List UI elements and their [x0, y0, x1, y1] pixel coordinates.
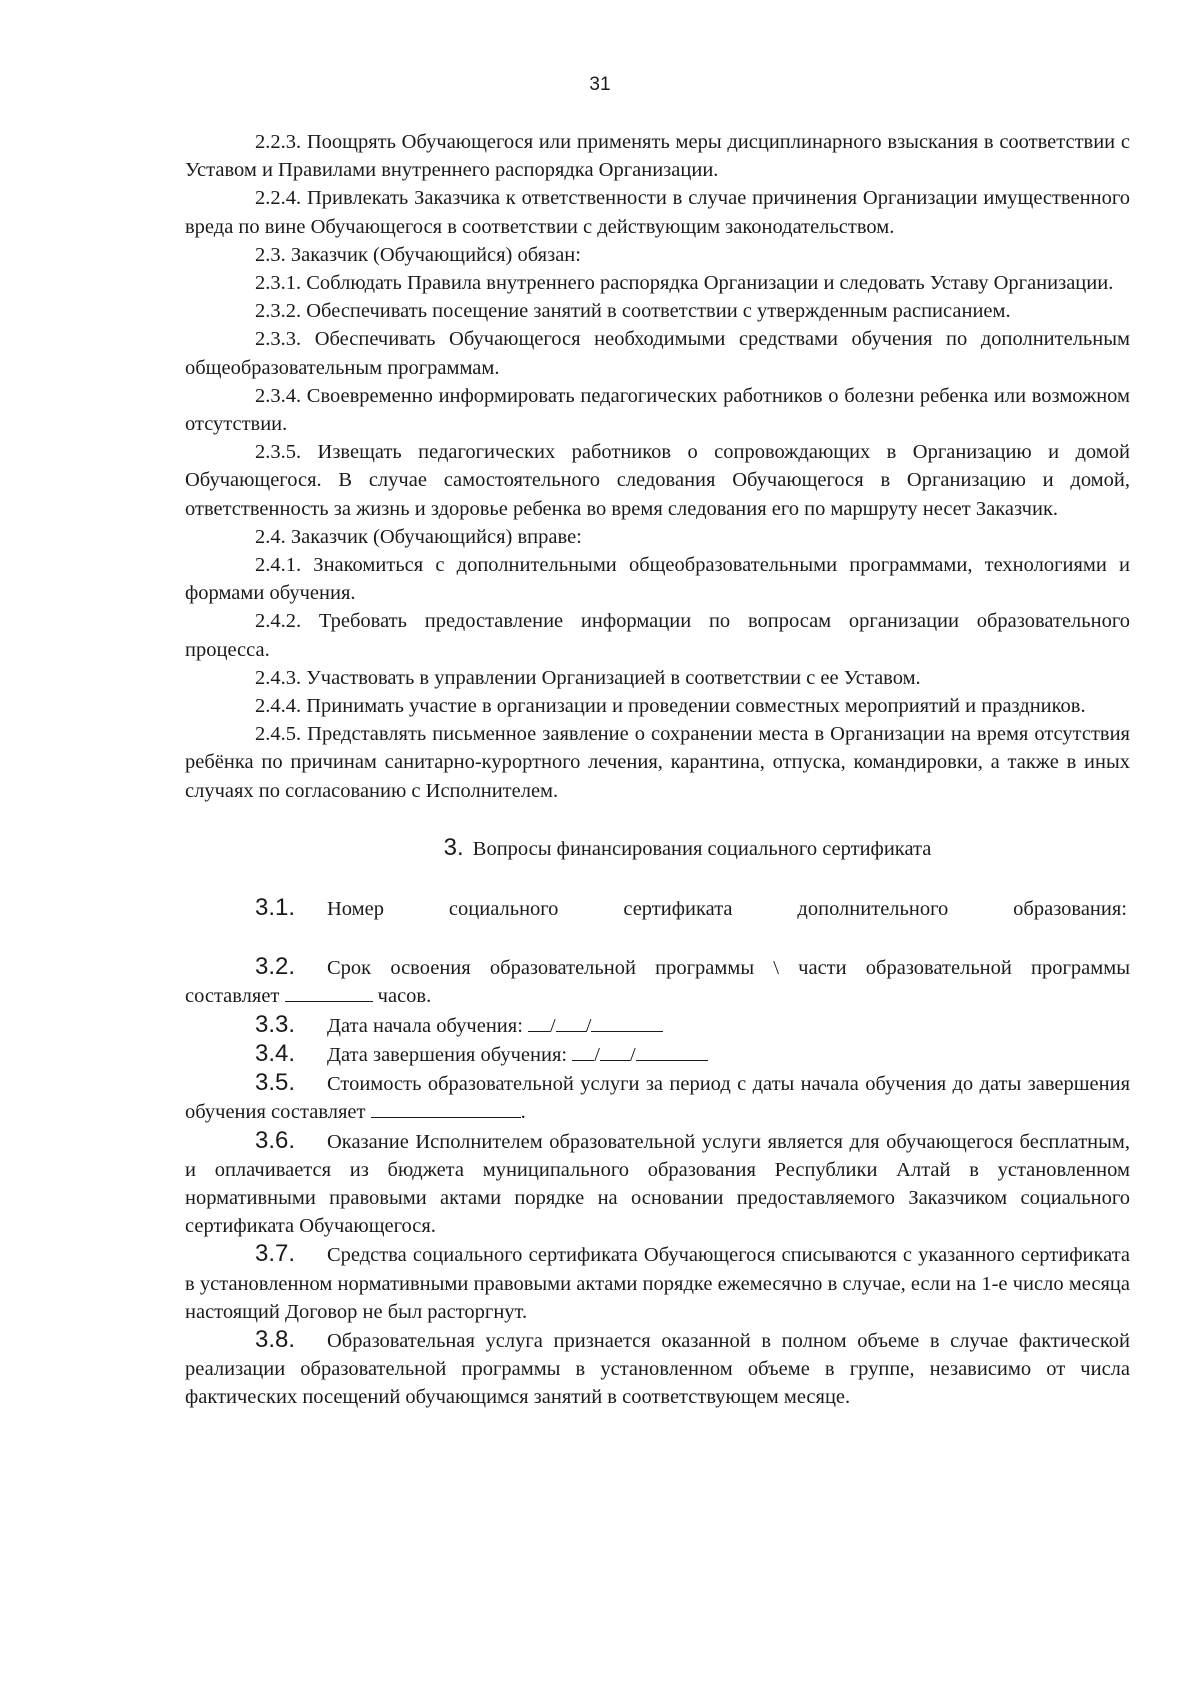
item-3-5-text: Стоимость образовательной услуги за период с даты начала обучения до даты завершения обучения составляет [185, 1073, 1130, 1124]
hours-blank[interactable] [285, 983, 373, 1002]
paragraph-2-4-5: 2.4.5. Представлять письменное заявление о сохранении места в Организации на время отсутствия ребёнка по причинам санитарно-курортного лечения, карантина, отпуска, командировки, а также в иных случаях по согласованию с Исполнителем. [185, 723, 1130, 802]
paragraph-2-3-4: 2.3.4. Своевременно информировать педагогических работников о болезни ребенка или возможном отсутствии. [185, 384, 1130, 436]
item-3-1-number: 3.1. [255, 894, 296, 922]
paragraph-2-4-4: 2.4.4. Принимать участие в организации и проведении совместных мероприятий и праздников. [255, 695, 1086, 718]
paragraph-2-4-2: 2.4.2. Требовать предоставление информации по вопросам организации образовательного процесса. [185, 610, 1130, 661]
start-day-blank[interactable] [528, 1013, 550, 1032]
item-3-2 [185, 953, 1130, 1010]
item-3-2-number: 3.2. [255, 953, 296, 981]
cost-blank[interactable] [371, 1099, 521, 1118]
end-day-blank[interactable] [572, 1042, 594, 1061]
item-3-7 [185, 1240, 1130, 1326]
item-3-6-number: 3.6. [255, 1126, 296, 1154]
document-body [185, 128, 1130, 1412]
item-3-5-number: 3.5. [255, 1069, 296, 1097]
item-3-8-number: 3.8. [255, 1325, 296, 1353]
end-month-blank[interactable] [600, 1042, 630, 1061]
paragraph-2-2-3: 2.2.3. Поощрять Обучающегося или применять меры дисциплинарного взыскания в соответствии с Уставом и Правилами внутреннего распорядка Организации. [185, 131, 1130, 182]
paragraph-2-3-3: 2.3.3. Обеспечивать Обучающегося необходимыми средствами обучения по дополнительным общеобразовательным программам. [185, 328, 1130, 379]
section-3-title: Вопросы финансирования социального сертификата [472, 837, 932, 860]
paragraph-2-2-4: 2.2.4. Привлекать Заказчика к ответственности в случае причинения Организации имущественного вреда по вине Обучающегося в соответствии с действующим законодательством. [185, 187, 1130, 238]
paragraph-2-4-3: 2.4.3. Участвовать в управлении Организацией в соответствии с ее Уставом. [255, 666, 921, 689]
paragraph-2-3: 2.3. Заказчик (Обучающийся) обязан: [255, 243, 581, 266]
item-3-3-number: 3.3. [255, 1010, 296, 1038]
item-3-6-text: Оказание Исполнителем образовательной услуги является для обучающегося бесплатным, и оплачивается из бюджета муниципального образования Республики Алтай в установленном нормативными правовыми актами порядке на основании предоставляемого Заказчиком социального сертификата Обучающегося. [185, 1130, 1130, 1238]
item-3-8 [185, 1326, 1130, 1412]
paragraph-2-3-1: 2.3.1. Соблюдать Правила внутреннего распорядка Организации и следовать Уставу Организации. [255, 272, 1114, 295]
end-year-blank[interactable] [636, 1042, 708, 1061]
section-3-number: 3. [443, 833, 464, 861]
item-3-7-text: Средства социального сертификата Обучающегося списываются с указанного сертификата в установленном нормативными правовыми актами порядке ежемесячно в случае, если на 1-е число месяца настоящий Договор не был расторгнут. [185, 1244, 1130, 1323]
item-3-8-text: Образовательная услуга признается оказанной в полном объеме в случае фактической реализации образовательной программы в установленном объеме в группе, независимо от числа фактических посещений обучающимся занятий в соответствующем месяце. [185, 1329, 1130, 1409]
item-3-4-number: 3.4. [255, 1039, 296, 1067]
item-3-2-text: Срок освоения образовательной программы \ части образовательной программы составляет [185, 957, 1130, 1008]
item-3-1-text: Номер социального сертификата дополнительного образования: [327, 898, 1127, 921]
item-3-1 [185, 894, 1130, 923]
paragraph-2-3-2: 2.3.2. Обеспечивать посещение занятий в соответствии с утвержденным расписанием. [255, 300, 1011, 323]
spacer [185, 923, 1130, 953]
paragraph-2-3-5: 2.3.5. Извещать педагогических работников о сопровождающих в Организацию и домой Обучающегося. В случае самостоятельного следования Обучающегося в Организацию и домой, ответственность за жизнь и здоровье ребенка во время следования его по маршруту несет Заказчик. [185, 441, 1130, 520]
paragraph-2-4-1: 2.4.1. Знакомиться с дополнительными общеобразовательными программами, технологиями и формами обучения. [185, 554, 1130, 605]
item-3-6 [185, 1127, 1130, 1241]
item-3-5: 3.5. Стоимость образовательной услуги за период с даты начала обучения до даты завершения обучения составляет . [185, 1069, 1130, 1124]
item-3-4-text: Дата завершения обучения: [327, 1043, 568, 1066]
item-3-3-text: Дата начала обучения: [327, 1014, 523, 1037]
page-number: 31 [589, 74, 611, 95]
start-year-blank[interactable] [591, 1013, 663, 1032]
start-month-blank[interactable] [556, 1013, 586, 1032]
item-3-7-number: 3.7. [255, 1240, 296, 1268]
item-3-2-suffix: часов. [377, 985, 432, 1008]
paragraph-2-4: 2.4. Заказчик (Обучающийся) вправе: [255, 525, 582, 548]
item-3-3: 3.3. Дата начала обучения: / / [185, 1011, 1130, 1040]
item-3-4: 3.4. Дата завершения обучения: / / [185, 1040, 1130, 1069]
section-3-heading [185, 834, 1130, 863]
